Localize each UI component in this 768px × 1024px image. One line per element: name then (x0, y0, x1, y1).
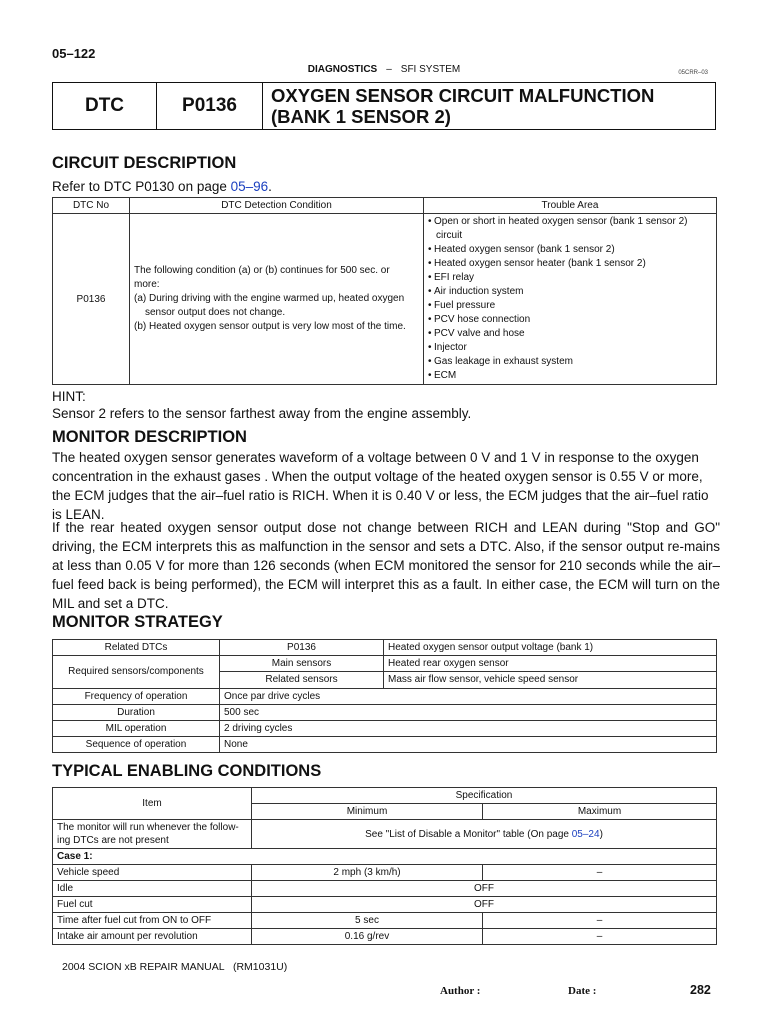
table-cell: Sequence of operation (53, 737, 220, 753)
condition-line: more: (134, 279, 160, 290)
dtc-title (263, 83, 715, 129)
table-cell: The monitor will run whenever the follow-ing DTCs are not present (53, 820, 252, 849)
table-cell: Related sensors (220, 672, 384, 688)
table-cell: Once par drive cycles (220, 688, 717, 704)
table-cell: OFF (252, 881, 717, 897)
circuit-description-heading: CIRCUIT DESCRIPTION (52, 154, 237, 172)
monitor-strategy-heading: MONITOR STRATEGY (52, 613, 223, 631)
table-row (53, 704, 717, 720)
monitor-description-paragraph: The heated oxygen sensor generates waveform of a voltage between 0 V and 1 V in response to the oxygen concentration in the exhaust gases . When the output voltage of the heated oxygen sensor is 0.55 V or more, the ECM judges that the air–fuel ratio is RICH. When it is 0.40 V or less, the ECM judges that the air–fuel ratio is LEAN. (52, 450, 709, 522)
detection-condition-cell (130, 214, 424, 385)
dtc-table (52, 197, 717, 385)
table-cell: Required sensors/components (53, 656, 220, 688)
list-item: • Air induction system (428, 286, 524, 297)
list-item: • PCV hose connection (428, 314, 531, 325)
specification-header: Specification (252, 788, 717, 804)
table-cell: Main sensors (220, 656, 384, 672)
table-cell: Duration (53, 704, 220, 720)
table-cell: MIL operation (53, 720, 220, 736)
dtc-title-line1: OXYGEN SENSOR CIRCUIT MALFUNCTION (271, 85, 655, 106)
list-item: • EFI relay (428, 272, 475, 283)
table-cell: – (483, 929, 717, 945)
hint-text: Sensor 2 refers to the sensor farthest away from the engine assembly. (52, 406, 472, 421)
col-dtc-no: DTC No (53, 198, 130, 214)
running-header (0, 64, 768, 75)
list-item: • PCV valve and hose (428, 328, 525, 339)
col-trouble-area: Trouble Area (424, 198, 717, 214)
list-item: • ECM (428, 370, 457, 381)
table-cell: Vehicle speed (53, 865, 252, 881)
table-row (53, 881, 717, 897)
table-cell: 5 sec (252, 913, 483, 929)
table-row (53, 656, 717, 672)
dtc-no-cell: P0136 (53, 214, 130, 385)
dtc-title-box (52, 82, 716, 130)
table-cell: Time after fuel cut from ON to OFF (53, 913, 252, 929)
enabling-conditions-heading: TYPICAL ENABLING CONDITIONS (52, 762, 322, 780)
table-cell: Frequency of operation (53, 688, 220, 704)
list-item: • Open or short in heated oxygen sensor (bank 1 sensor 2) (428, 216, 688, 227)
reference-period: . (268, 179, 272, 194)
table-cell: Heated oxygen sensor output voltage (bank 1) (384, 640, 717, 656)
table-cell: None (220, 737, 717, 753)
dtc-table-header (53, 198, 717, 214)
table-row (53, 929, 717, 945)
system-label: SFI SYSTEM (400, 64, 461, 75)
date-label: Date : (568, 985, 597, 997)
case-label: Case 1: (53, 849, 717, 865)
monitor-description-heading: MONITOR DESCRIPTION (52, 428, 247, 446)
list-item: • Fuel pressure (428, 300, 496, 311)
item-header: Item (53, 788, 252, 820)
header-separator: – (386, 64, 392, 75)
table-cell: P0136 (220, 640, 384, 656)
section-label: DIAGNOSTICS (307, 64, 378, 75)
table-cell: Related DTCs (53, 640, 220, 656)
table-row (53, 640, 717, 656)
table-row (53, 897, 717, 913)
page-number: 05–122 (52, 46, 96, 61)
enabling-conditions-table (52, 787, 717, 945)
monitor-strategy-table (52, 639, 717, 753)
table-row (53, 849, 717, 865)
table-cell: Fuel cut (53, 897, 252, 913)
table-cell: 0.16 g/rev (252, 929, 483, 945)
table-cell: 2 mph (3 km/h) (252, 865, 483, 881)
author-label: Author : (440, 985, 481, 997)
list-item: • Heated oxygen sensor (bank 1 sensor 2) (428, 244, 615, 255)
dtc-table-row (53, 214, 717, 385)
manual-footer: 2004 SCION xB REPAIR MANUAL (RM1031U) (62, 961, 288, 973)
table-cell: See "List of Disable a Monitor" table (On page 05–24) (252, 820, 717, 849)
hint-label: HINT: (52, 389, 86, 404)
condition-line: (b) Heated oxygen sensor output is very low most of the time. (134, 321, 406, 332)
circuit-reference (52, 177, 720, 196)
dtc-title-line2: (BANK 1 SENSOR 2) (271, 106, 451, 127)
condition-line: The following condition (a) or (b) continues for 500 sec. or (134, 265, 390, 276)
list-item: • Gas leakage in exhaust system (428, 356, 573, 367)
table-row (53, 865, 717, 881)
table-row (53, 913, 717, 929)
dtc-label: DTC (53, 83, 157, 129)
table-cell: – (483, 865, 717, 881)
condition-line: (a) During driving with the engine warmed up, heated oxygen (134, 293, 405, 304)
maximum-header: Maximum (483, 804, 717, 820)
footer-page-number: 282 (690, 983, 711, 997)
table-cell: 500 sec (220, 704, 717, 720)
table-cell: OFF (252, 897, 717, 913)
dtc-code: P0136 (157, 83, 263, 129)
table-cell: Intake air amount per revolution (53, 929, 252, 945)
table-row (53, 688, 717, 704)
table-row (53, 820, 717, 849)
trouble-area-cell (424, 214, 717, 385)
list-item: • Heated oxygen sensor heater (bank 1 sensor 2) (428, 258, 646, 269)
page-link-05-24[interactable]: 05–24 (571, 828, 600, 840)
table-row (53, 788, 717, 804)
table-row (53, 720, 717, 736)
list-item: circuit (436, 230, 463, 241)
condition-line: sensor output does not change. (145, 307, 286, 318)
list-item: • Injector (428, 342, 467, 353)
table-cell: Mass air flow sensor, vehicle speed sensor (384, 672, 717, 688)
table-cell: Idle (53, 881, 252, 897)
page-link-05-96[interactable]: 05–96 (230, 179, 269, 194)
table-cell: – (483, 913, 717, 929)
minimum-header: Minimum (252, 804, 483, 820)
reference-text: Refer to DTC P0130 on page (52, 179, 231, 194)
col-detection-condition: DTC Detection Condition (130, 198, 424, 214)
table-cell: Heated rear oxygen sensor (384, 656, 717, 672)
trouble-area-list (428, 214, 712, 384)
table-cell: 2 driving cycles (220, 720, 717, 736)
monitor-description-paragraph: If the rear heated oxygen sensor output dose not change between RICH and LEAN during "Stop and GO" driving, the ECM interprets this as malfunction in the sensor and sets a DTC. Also, if the sensor output re-mains at less than 0.05 V for more than 126 seconds (when ECM monitored the sensor for 210 seconds while the air–fuel feed back is being performed), the ECM will interpret this as a fault. In either case, the ECM will turn on the MIL and set a DTC. (52, 520, 720, 611)
document-id: 05CRR–03 (678, 70, 708, 76)
table-row (53, 737, 717, 753)
